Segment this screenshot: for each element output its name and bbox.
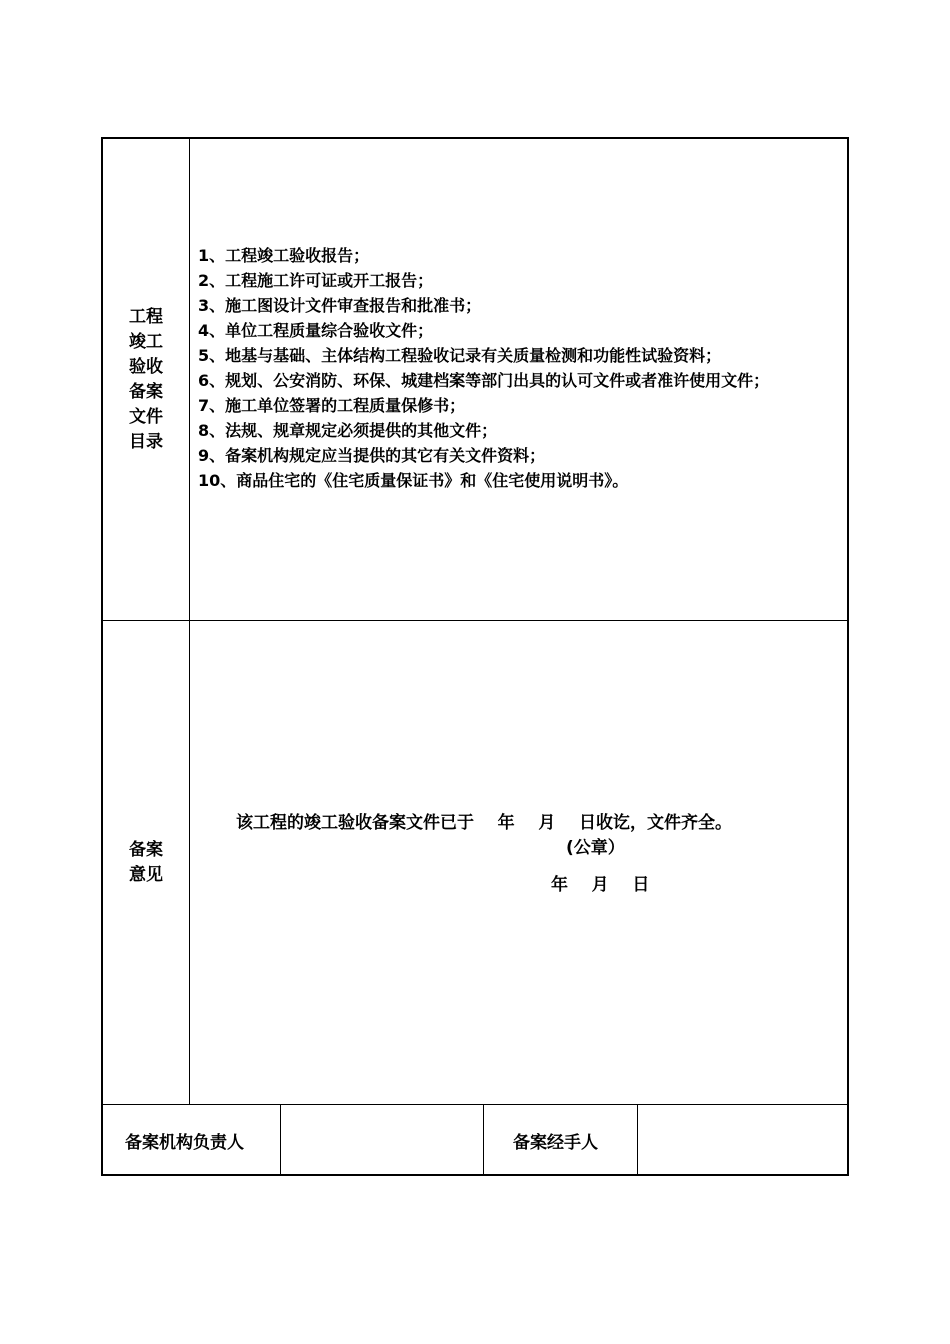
list-item: 1、工程竣工验收报告； [198, 246, 370, 265]
directory-label-line: 备案 [129, 382, 163, 402]
handler-label: 备案经手人 [513, 1133, 598, 1153]
list-item: 2、工程施工许可证或开工报告； [198, 271, 434, 290]
directory-label-line: 工程 [129, 307, 163, 327]
date-text: 年 月 日 [551, 875, 650, 895]
list-item: 5、地基与基础、主体结构工程验收记录有关质量检测和功能性试验资料； [198, 346, 722, 365]
directory-label-line: 文件 [129, 407, 163, 427]
list-item: 7、施工单位签署的工程质量保修书； [198, 396, 466, 415]
directory-label [103, 305, 189, 455]
handler-field[interactable] [645, 1128, 840, 1152]
list-item: 6、规划、公安消防、环保、城建档案等部门出具的认可文件或者准许使用文件； [198, 371, 770, 390]
row-divider-1 [103, 620, 847, 621]
opinion-label [103, 838, 189, 888]
list-item: 8、法规、规章规定必须提供的其他文件； [198, 421, 498, 440]
list-item: 9、备案机构规定应当提供的其它有关文件资料； [198, 446, 546, 465]
agency-head-field[interactable] [290, 1128, 475, 1152]
opinion-label-line: 意见 [129, 865, 163, 885]
bottom-divider-2 [483, 1105, 484, 1174]
opinion-statement: 该工程的竣工验收备案文件已于 年 月 日收讫，文件齐全。 [236, 813, 733, 833]
directory-label-line: 目录 [129, 432, 163, 452]
directory-list [198, 243, 842, 493]
list-item: 3、施工图设计文件审查报告和批准书； [198, 296, 482, 315]
row-divider-2 [103, 1104, 847, 1105]
bottom-divider-3 [637, 1105, 638, 1174]
list-item: 4、单位工程质量综合验收文件； [198, 321, 434, 340]
list-item: 10、商品住宅的《住宅质量保证书》和《住宅使用说明书》。 [198, 471, 629, 490]
opinion-label-line: 备案 [129, 840, 163, 860]
seal-text: (公章） [566, 838, 625, 858]
agency-head-label: 备案机构负责人 [125, 1133, 244, 1153]
label-column-divider [189, 139, 190, 1104]
bottom-divider-1 [280, 1105, 281, 1174]
directory-label-line: 竣工 [129, 332, 163, 352]
directory-label-line: 验收 [129, 357, 163, 377]
